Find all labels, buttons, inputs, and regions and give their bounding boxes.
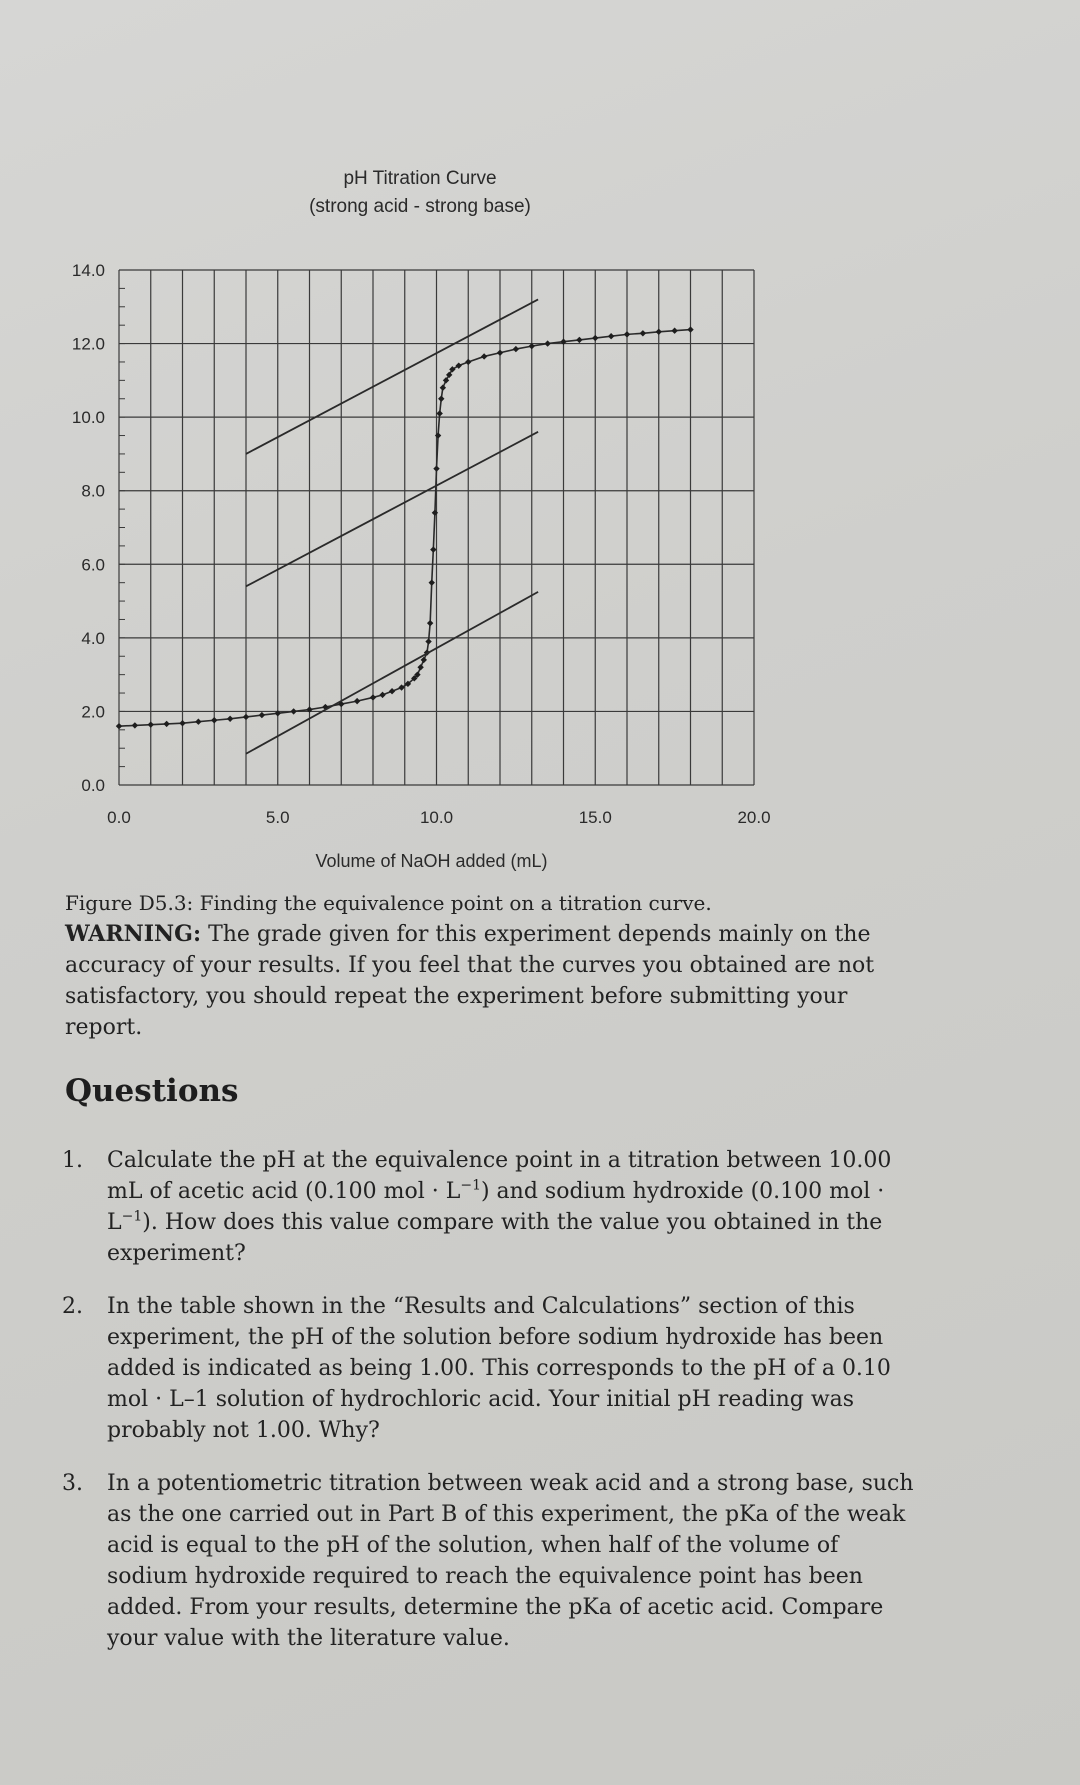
data-point	[608, 333, 614, 339]
data-point	[671, 327, 677, 333]
data-point	[687, 326, 693, 332]
question-text: Calculate the pH at the equivalence point in a titration between 10.00 mL of acetic acid (0.100 mol · $L^{-1}$) and sodium hydroxide (0.100 mol · $L^{-1}$). How does this value compare with the value you obtained in the experiment?	[107, 1148, 892, 1266]
x-tick-label: 10.0	[419, 808, 454, 827]
questions-list	[62, 1145, 922, 1676]
data-point	[446, 372, 452, 378]
data-point	[430, 546, 436, 552]
y-tick-label: 0.0	[81, 776, 105, 795]
data-point	[432, 510, 438, 516]
data-point	[640, 330, 646, 336]
x-tick-label: 0.0	[107, 808, 131, 827]
data-point	[259, 712, 265, 718]
data-point	[465, 359, 471, 365]
data-point	[427, 620, 433, 626]
data-point	[481, 353, 487, 359]
data-point	[425, 638, 431, 644]
question-item	[62, 1291, 922, 1446]
titration-chart	[0, 0, 1080, 880]
data-point	[513, 346, 519, 352]
data-point	[449, 366, 455, 372]
data-point	[354, 698, 360, 704]
y-tick-label: 6.0	[81, 555, 105, 575]
data-point	[243, 714, 249, 720]
data-point	[148, 721, 154, 727]
data-point	[179, 720, 185, 726]
data-point	[421, 657, 427, 663]
question-item	[62, 1468, 922, 1654]
chart-title: pH Titration Curve	[343, 168, 497, 189]
data-point	[435, 432, 441, 438]
figure-caption	[65, 888, 915, 1043]
data-point	[592, 335, 598, 341]
question-text: In a potentiometric titration between weak acid and a strong base, such as the one carried out in Part B of this experiment, the pKa of the weak acid is equal to the pH of the solution, when half of the volume of sodium hydroxide required to reach the equivalence point has been added. From your results, determine the pKa of acetic acid. Compare your value with the literature value.	[107, 1471, 914, 1651]
data-point	[370, 694, 376, 700]
y-tick-label: 8.0	[81, 481, 105, 501]
data-point	[624, 331, 630, 337]
data-point	[227, 716, 233, 722]
data-point	[417, 664, 423, 670]
construction-line	[246, 299, 538, 454]
question-text: In the table shown in the “Results and Calculations” section of this experiment, the pH of the solution before sodium hydroxide has been added is indicated as being 1.00. This corresponds to the pH of a 0.10 mol · L–1 solution of hydrochloric acid. Your initial pH reading was probably not 1.00. Why?	[107, 1294, 891, 1443]
data-point	[116, 723, 122, 729]
figure-text: Finding the equivalence point on a titration curve.	[199, 891, 712, 915]
warning-label: WARNING:	[65, 921, 202, 947]
x-axis-label: Volume of NaOH added (mL)	[315, 851, 548, 871]
data-point	[440, 385, 446, 391]
data-point	[132, 722, 138, 728]
chart-subtitle: (strong acid - strong base)	[309, 196, 531, 217]
data-point	[576, 337, 582, 343]
data-point	[429, 579, 435, 585]
data-point	[379, 692, 385, 698]
y-tick-label: 4.0	[81, 628, 105, 648]
y-tick-label: 14.0	[71, 261, 105, 280]
x-tick-label: 15.0	[578, 808, 612, 827]
figure-label: Figure D5.3:	[65, 891, 194, 915]
data-point	[290, 708, 296, 714]
data-point	[436, 410, 442, 416]
construction-line	[246, 592, 538, 754]
y-tick-label: 10.0	[71, 408, 105, 428]
data-point	[438, 396, 444, 402]
construction-line	[246, 432, 538, 586]
questions-heading: Questions	[65, 1073, 239, 1109]
data-point	[656, 329, 662, 335]
question-number: 3.	[62, 1471, 83, 1496]
warning-text: The grade given for this experiment depends mainly on the accuracy of your results. If you feel that the curves you obtained are not satisfactory, you should repeat the experiment before submitting your report.	[65, 922, 875, 1040]
question-item	[62, 1145, 922, 1269]
data-point	[211, 717, 217, 723]
data-point	[389, 688, 395, 694]
data-point	[398, 684, 404, 690]
data-point	[544, 340, 550, 346]
question-number: 2.	[62, 1294, 83, 1319]
data-point	[456, 362, 462, 368]
data-point	[497, 350, 503, 356]
data-point	[163, 721, 169, 727]
data-point	[195, 719, 201, 725]
x-tick-label: 5.0	[265, 808, 290, 827]
data-point	[433, 465, 439, 471]
x-tick-label: 20.0	[737, 808, 771, 827]
y-tick-label: 2.0	[81, 702, 105, 722]
y-tick-label: 12.0	[71, 334, 105, 354]
question-number: 1.	[62, 1148, 83, 1173]
data-point	[443, 377, 449, 383]
